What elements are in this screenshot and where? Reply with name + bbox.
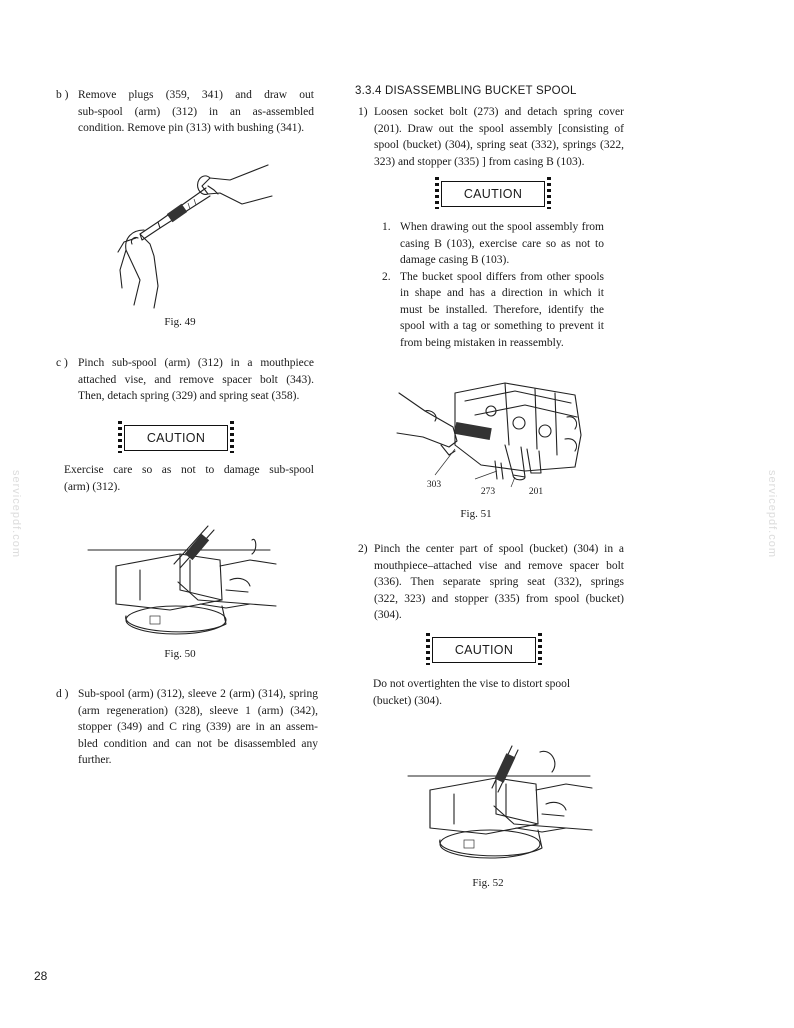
step-b-line: condition. Remove pin (313) with bushing (341).	[78, 122, 305, 134]
watermark-right: servicepdf.com	[765, 470, 778, 558]
step-b	[56, 87, 314, 137]
caution-line: The bucket spool differs from other spools	[400, 270, 604, 283]
caution-line: in shape and has a direction in which it	[400, 287, 604, 299]
step-c-line: Pinch sub-spool (arm) (312) in a mouthpiece	[78, 357, 314, 369]
caution-line: spool with a tag or something to prevent it	[400, 320, 604, 332]
step-1	[358, 104, 624, 170]
step-c-marker: c )	[56, 357, 68, 369]
caution-line: Do not overtighten the vise to distort spool	[373, 678, 571, 690]
caution-line: (arm) (312).	[64, 480, 121, 493]
step-d-line: stopper (349) and C ring (339) are in an assem-	[78, 721, 318, 733]
step-c-line: attached vise, and remove spacer bolt (343).	[78, 373, 314, 386]
step-d	[56, 686, 318, 769]
caution-line: must be installed. Therefore, identify the	[400, 303, 604, 316]
fig49-illustration	[110, 160, 280, 310]
step-b-marker: b )	[56, 89, 69, 101]
step-2-marker: 2)	[358, 543, 368, 555]
step-2-line: Pinch the center part of spool (bucket) (304) in a	[374, 543, 624, 555]
caution-badge	[124, 425, 228, 451]
step-d-marker: d )	[56, 688, 69, 700]
step-b-line: Remove plugs (359, 341) and draw out	[78, 89, 314, 101]
step-d-line: bled condition and can not be disassembled any	[78, 737, 318, 750]
fig51-callout-303: 303	[426, 480, 442, 490]
fig51-callout-273: 273	[480, 487, 496, 497]
step-1-line: 323) and stopper (335) ] from casing B (103).	[374, 155, 585, 168]
step-1-line: Loosen socket bolt (273) and detach spring cover	[374, 106, 624, 118]
fig52-caption: Fig. 52	[472, 877, 504, 889]
watermark-left: servicepdf.com	[9, 470, 22, 558]
page-number: 28	[34, 969, 48, 983]
caution-list-item	[382, 269, 604, 352]
step-d-line: further.	[78, 754, 112, 766]
fig51-caption: Fig. 51	[460, 508, 492, 520]
caution-label: CAUTION	[463, 187, 523, 201]
caution-text	[64, 462, 314, 495]
fig52-illustration	[400, 742, 600, 862]
step-c	[56, 355, 314, 405]
caution-badge	[441, 181, 545, 207]
fig51-callout-201: 201	[528, 487, 544, 497]
caution-line: (bucket) (304).	[373, 694, 442, 707]
step-d-line: (arm regeneration) (328), sleeve 1 (arm) (342),	[78, 704, 318, 717]
step-b-line: sub-spool (arm) (312) in an as-assembled	[78, 105, 314, 118]
caution-label: CAUTION	[454, 643, 514, 657]
caution-list-item	[382, 219, 604, 269]
step-1-line: (201). Draw out the spool assembly [consisting of	[374, 122, 624, 135]
caution-line: from being mistaken in reassembly.	[400, 336, 564, 349]
caution-badge	[432, 637, 536, 663]
step-2-line: mouthpiece–attached vise and remove spacer bolt	[374, 559, 624, 572]
caution-line: Exercise care so as not to damage sub-spool	[64, 464, 314, 476]
caution-text	[373, 676, 623, 709]
step-c-line: Then, detach spring (329) and spring seat (358).	[78, 390, 300, 402]
step-1-marker: 1)	[358, 106, 368, 118]
step-2-line: (304).	[374, 609, 402, 621]
step-2	[358, 541, 624, 624]
section-heading: 3.3.4 DISASSEMBLING BUCKET SPOOL	[355, 85, 577, 97]
fig50-caption: Fig. 50	[164, 648, 196, 660]
fig50-illustration	[80, 520, 280, 640]
caution-line: When drawing out the spool assembly from	[400, 221, 604, 233]
step-2-line: (336). Then separate spring seat (332), springs	[374, 576, 624, 588]
step-2-line: (322, 323) and stopper (335) from spool (bucket)	[374, 592, 624, 605]
step-d-line: Sub-spool (arm) (312), sleeve 2 (arm) (314), spring	[78, 688, 318, 700]
caution-list	[382, 219, 604, 351]
step-1-line: spool (bucket) (304), spring seat (332), springs (322,	[374, 139, 624, 151]
caution-line: casing B (103), exercise care so as not to	[400, 237, 604, 250]
caution-item-number: 1.	[382, 221, 391, 233]
fig49-caption: Fig. 49	[164, 316, 196, 328]
caution-line: damage casing B (103).	[400, 254, 510, 266]
caution-item-number: 2.	[382, 270, 391, 283]
caution-label: CAUTION	[146, 431, 206, 445]
